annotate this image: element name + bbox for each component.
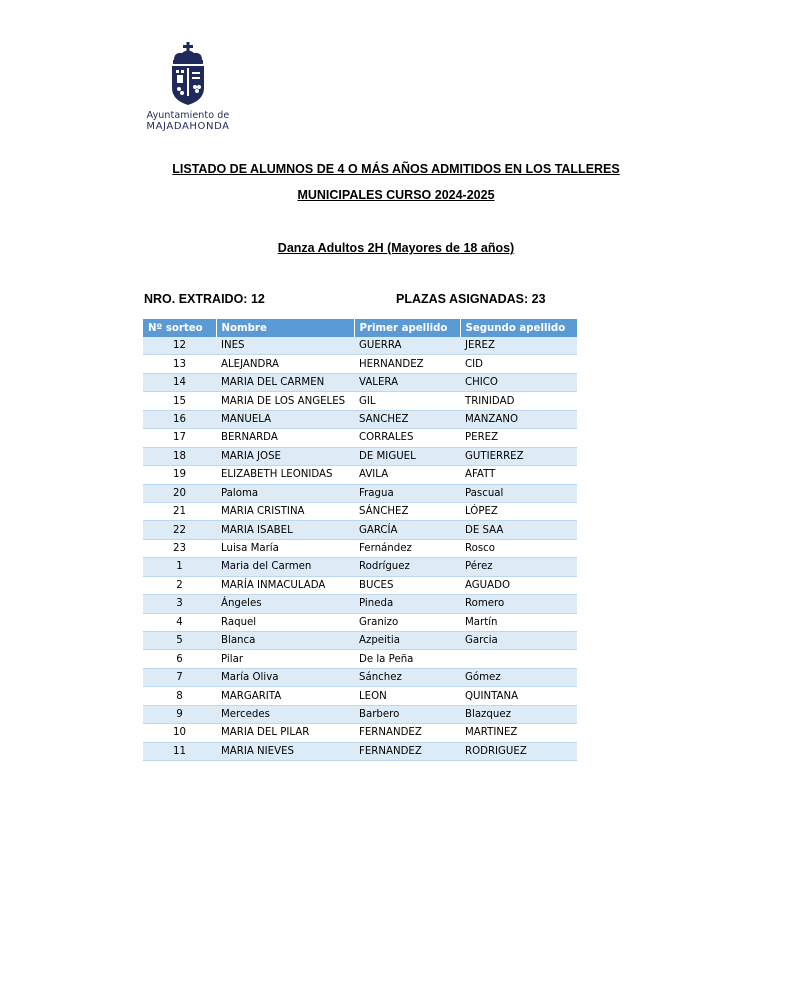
table-row [143,466,577,484]
cell-first-name: MARIA NIEVES [216,742,354,760]
cell-second-surname: Garcia [460,632,577,650]
table-row [143,410,577,428]
cell-second-surname: Romero [460,595,577,613]
cell-first-surname: BUCES [354,576,460,594]
cell-second-surname: MARTINEZ [460,724,577,742]
cell-second-surname: JEREZ [460,337,577,355]
cell-second-surname: Pascual [460,484,577,502]
document-title-line2: MUNICIPALES CURSO 2024-2025 [297,188,495,202]
cell-second-surname: MANZANO [460,410,577,428]
cell-first-surname: De la Peña [354,650,460,668]
cell-draw-number: 2 [143,576,216,594]
cell-draw-number: 12 [143,337,216,355]
table-row [143,687,577,705]
header-first-surname: Primer apellido [354,319,460,337]
cell-first-surname: LEON [354,687,460,705]
cell-draw-number: 23 [143,539,216,557]
cell-draw-number: 8 [143,687,216,705]
cell-first-name: María Oliva [216,668,354,686]
cell-first-name: BERNARDA [216,429,354,447]
cell-second-surname: QUINTANA [460,687,577,705]
table-row [143,337,577,355]
cell-second-surname: GUTIERREZ [460,447,577,465]
cell-first-name: MARIA DEL CARMEN [216,373,354,391]
table-row [143,429,577,447]
cell-second-surname: CID [460,355,577,373]
cell-first-surname: AVILA [354,466,460,484]
table-header-row [143,319,577,337]
cell-draw-number: 5 [143,632,216,650]
cell-first-surname: Barbero [354,705,460,723]
cell-first-name: ALEJANDRA [216,355,354,373]
cell-first-name: MARIA CRISTINA [216,502,354,520]
table-row [143,724,577,742]
table-row [143,705,577,723]
table-row [143,392,577,410]
cell-first-name: MANUELA [216,410,354,428]
coat-of-arms-icon [168,42,208,106]
cell-first-name: MARIA JOSE [216,447,354,465]
cell-second-surname: Gómez [460,668,577,686]
cell-first-name: Paloma [216,484,354,502]
cell-draw-number: 3 [143,595,216,613]
cell-second-surname: Pérez [460,558,577,576]
table-row [143,595,577,613]
table-row [143,502,577,520]
cell-draw-number: 16 [143,410,216,428]
cell-first-name: Mercedes [216,705,354,723]
cell-draw-number: 10 [143,724,216,742]
table-row [143,373,577,391]
table-row [143,447,577,465]
cell-draw-number: 17 [143,429,216,447]
cell-first-surname: Pineda [354,595,460,613]
cell-second-surname: TRINIDAD [460,392,577,410]
table-row [143,650,577,668]
table-body [143,337,577,761]
cell-first-name: ELIZABETH LEONIDAS [216,466,354,484]
cell-draw-number: 19 [143,466,216,484]
cell-first-surname: GUERRA [354,337,460,355]
header-first-name: Nombre [216,319,354,337]
cell-second-surname: AFATT [460,466,577,484]
cell-first-surname: GARCÍA [354,521,460,539]
cell-first-surname: FERNANDEZ [354,724,460,742]
cell-draw-number: 7 [143,668,216,686]
cell-draw-number: 6 [143,650,216,668]
cell-first-name: Pilar [216,650,354,668]
admitted-students-table [143,319,577,761]
cell-first-surname: DE MIGUEL [354,447,460,465]
cell-second-surname: LÓPEZ [460,502,577,520]
table-row [143,632,577,650]
cell-first-surname: Fragua [354,484,460,502]
header-second-surname: Segundo apellido [460,319,577,337]
cell-second-surname: Blazquez [460,705,577,723]
cell-draw-number: 14 [143,373,216,391]
cell-first-name: MARÍA INMACULADA [216,576,354,594]
cell-second-surname: Martín [460,613,577,631]
cell-first-surname: SANCHEZ [354,410,460,428]
table-row [143,355,577,373]
cell-first-surname: CORRALES [354,429,460,447]
table-row [143,613,577,631]
cell-draw-number: 18 [143,447,216,465]
cell-first-surname: VALERA [354,373,460,391]
table-row [143,668,577,686]
table-row [143,576,577,594]
cell-second-surname: DE SAA [460,521,577,539]
cell-second-surname: Rosco [460,539,577,557]
extracted-number: NRO. EXTRAIDO: 12 [144,292,265,306]
cell-first-surname: GIL [354,392,460,410]
cell-second-surname: PEREZ [460,429,577,447]
cell-first-name: Raquel [216,613,354,631]
cell-draw-number: 13 [143,355,216,373]
cell-first-surname: Azpeitia [354,632,460,650]
cell-first-surname: FERNANDEZ [354,742,460,760]
cell-first-name: MARIA DEL PILAR [216,724,354,742]
cell-draw-number: 20 [143,484,216,502]
cell-draw-number: 15 [143,392,216,410]
cell-first-name: Luisa María [216,539,354,557]
logo-line2: MAJADAHONDA [146,121,230,132]
cell-draw-number: 4 [143,613,216,631]
table-row [143,484,577,502]
cell-draw-number: 1 [143,558,216,576]
cell-first-name: MARIA DE LOS ANGELES [216,392,354,410]
document-title-line1: LISTADO DE ALUMNOS DE 4 O MÁS AÑOS ADMITIDOS EN LOS TALLERES [172,162,620,176]
cell-first-name: INES [216,337,354,355]
cell-first-name: Ángeles [216,595,354,613]
cell-first-name: MARIA ISABEL [216,521,354,539]
cell-draw-number: 22 [143,521,216,539]
table-row [143,539,577,557]
header-draw-number: Nº sorteo [143,319,216,337]
workshop-subtitle: Danza Adultos 2H (Mayores de 18 años) [277,241,515,255]
cell-draw-number: 11 [143,742,216,760]
cell-first-surname: SÁNCHEZ [354,502,460,520]
cell-draw-number: 9 [143,705,216,723]
cell-draw-number: 21 [143,502,216,520]
cell-first-name: MARGARITA [216,687,354,705]
table-row [143,558,577,576]
cell-first-surname: HERNANDEZ [354,355,460,373]
cell-second-surname: AGUADO [460,576,577,594]
cell-first-surname: Granizo [354,613,460,631]
assigned-places: PLAZAS ASIGNADAS: 23 [396,292,546,306]
cell-first-surname: Fernández [354,539,460,557]
cell-second-surname: RODRIGUEZ [460,742,577,760]
cell-second-surname: CHICO [460,373,577,391]
cell-first-name: Blanca [216,632,354,650]
cell-first-surname: Sánchez [354,668,460,686]
table-row [143,521,577,539]
cell-second-surname [460,650,577,668]
cell-first-surname: Rodríguez [354,558,460,576]
logo-line1: Ayuntamiento de [146,110,230,121]
cell-first-name: Maria del Carmen [216,558,354,576]
municipality-logo [140,42,236,132]
table-row [143,742,577,760]
